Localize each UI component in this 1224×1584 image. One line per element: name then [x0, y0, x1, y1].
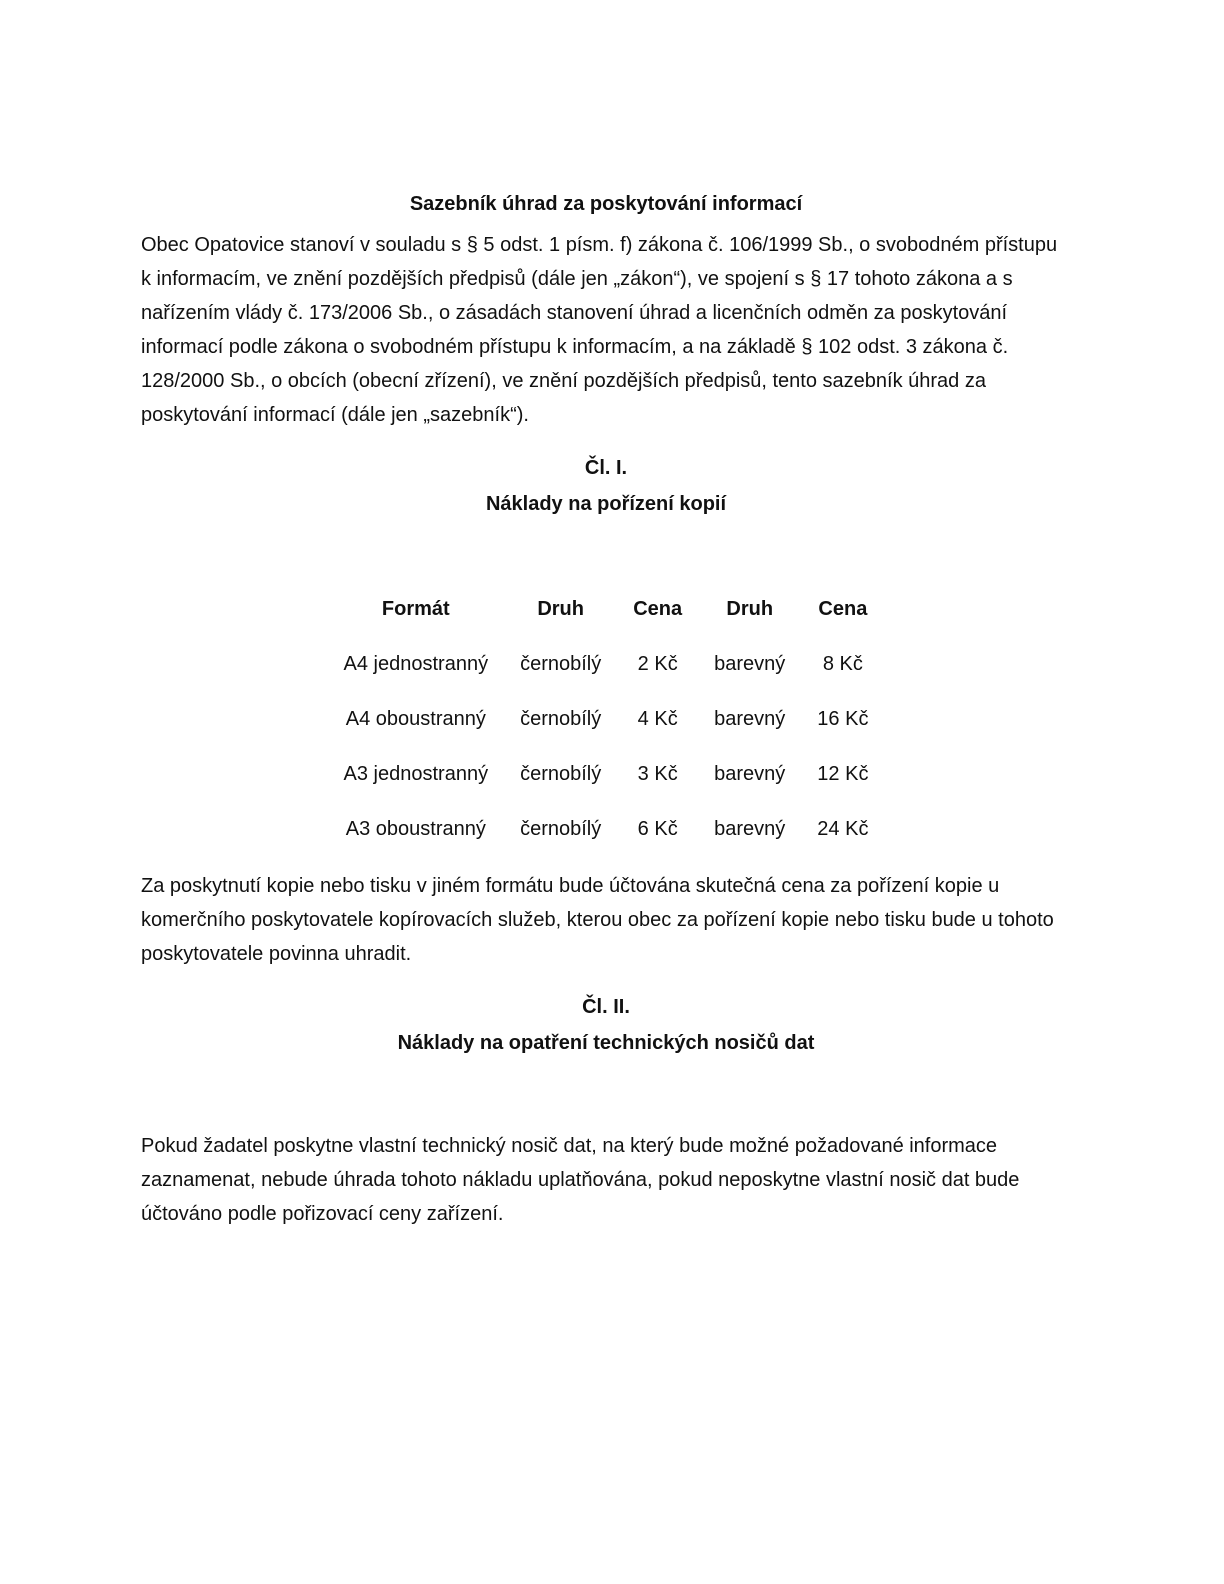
table-cell-type: barevný [714, 818, 786, 840]
article-1-number: Čl. I. [584, 457, 628, 479]
table-cell-format: A4 oboustranný [345, 708, 486, 730]
table-cell-type: černobílý [520, 708, 602, 730]
column-header-format: Formát [381, 598, 450, 620]
article-1-heading: Náklady na pořízení kopií [485, 493, 727, 515]
document-title: Sazebník úhrad za poskytování informací [409, 193, 803, 215]
article-1-paragraph: Za poskytnutí kopie nebo tisku v jiném formátu bude účtována skutečná cena za pořízení kopie u komerčního poskytovatele kopírovacích služeb, kterou obec za pořízení kopie nebo tisku bude u tohoto poskytovatele povinna uhradit. [141, 875, 1054, 965]
article-2-number: Čl. II. [582, 996, 630, 1018]
article-2-paragraph: Pokud žadatel poskytne vlastní technický nosič dat, na který bude možné požadované informace zaznamenat, nebude úhrada tohoto nákladu uplatňována, pokud neposkytne vlastní nosič dat bude účtováno podle pořizovací ceny zařízení. [141, 1135, 1020, 1225]
table-row [328, 802, 885, 857]
table-cell-price: 16 Kč [817, 708, 869, 730]
table-cell-type: barevný [714, 653, 786, 675]
table-row [328, 692, 885, 747]
table-row [328, 637, 885, 692]
column-header-price-bw: Cena [633, 598, 683, 620]
column-header-price-color: Cena [818, 598, 868, 620]
table-cell-format: A4 jednostranný [343, 653, 489, 675]
table-cell-price: 24 Kč [817, 818, 869, 840]
section-spacer [141, 1061, 1071, 1129]
table-cell-price: 6 Kč [637, 818, 678, 840]
column-header-type-color: Druh [726, 598, 774, 620]
table-cell-type: černobílý [520, 818, 602, 840]
table-cell-price: 3 Kč [637, 763, 678, 785]
table-cell-type: černobílý [520, 653, 602, 675]
table-cell-type: barevný [714, 763, 786, 785]
article-2-heading: Náklady na opatření technických nosičů dat [397, 1032, 815, 1054]
table-cell-format: A3 jednostranný [343, 763, 489, 785]
table-cell-price: 8 Kč [822, 653, 863, 675]
column-header-type-bw: Druh [537, 598, 584, 620]
table-cell-format: A3 oboustranný [345, 818, 486, 840]
table-cell-price: 4 Kč [637, 708, 678, 730]
document-page [141, 188, 1071, 1231]
table-cell-price: 12 Kč [817, 763, 869, 785]
table-cell-price: 2 Kč [637, 653, 678, 675]
table-cell-type: barevný [714, 708, 786, 730]
intro-paragraph: Obec Opatovice stanoví v souladu s § 5 odst. 1 písm. f) zákona č. 106/1999 Sb., o svobodném přístupu k informacím, ve znění pozdějších předpisů (dále jen „zákon“), ve spojení s § 17 tohoto zákona a s nařízením vlády č. 173/2006 Sb., o zásadách stanovení úhrad a licenčních odměn za poskytování informací podle zákona o svobodném přístupu k informacím, a na základě § 102 odst. 3 zákona č. 128/2000 Sb., o obcích (obecní zřízení), ve znění pozdějších předpisů, tento sazebník úhrad za poskytování informací (dále jen „sazebník“). [141, 234, 1058, 426]
fee-table-header-row [328, 582, 885, 637]
fee-table [328, 582, 885, 857]
table-cell-type: černobílý [520, 763, 602, 785]
table-row [328, 747, 885, 802]
